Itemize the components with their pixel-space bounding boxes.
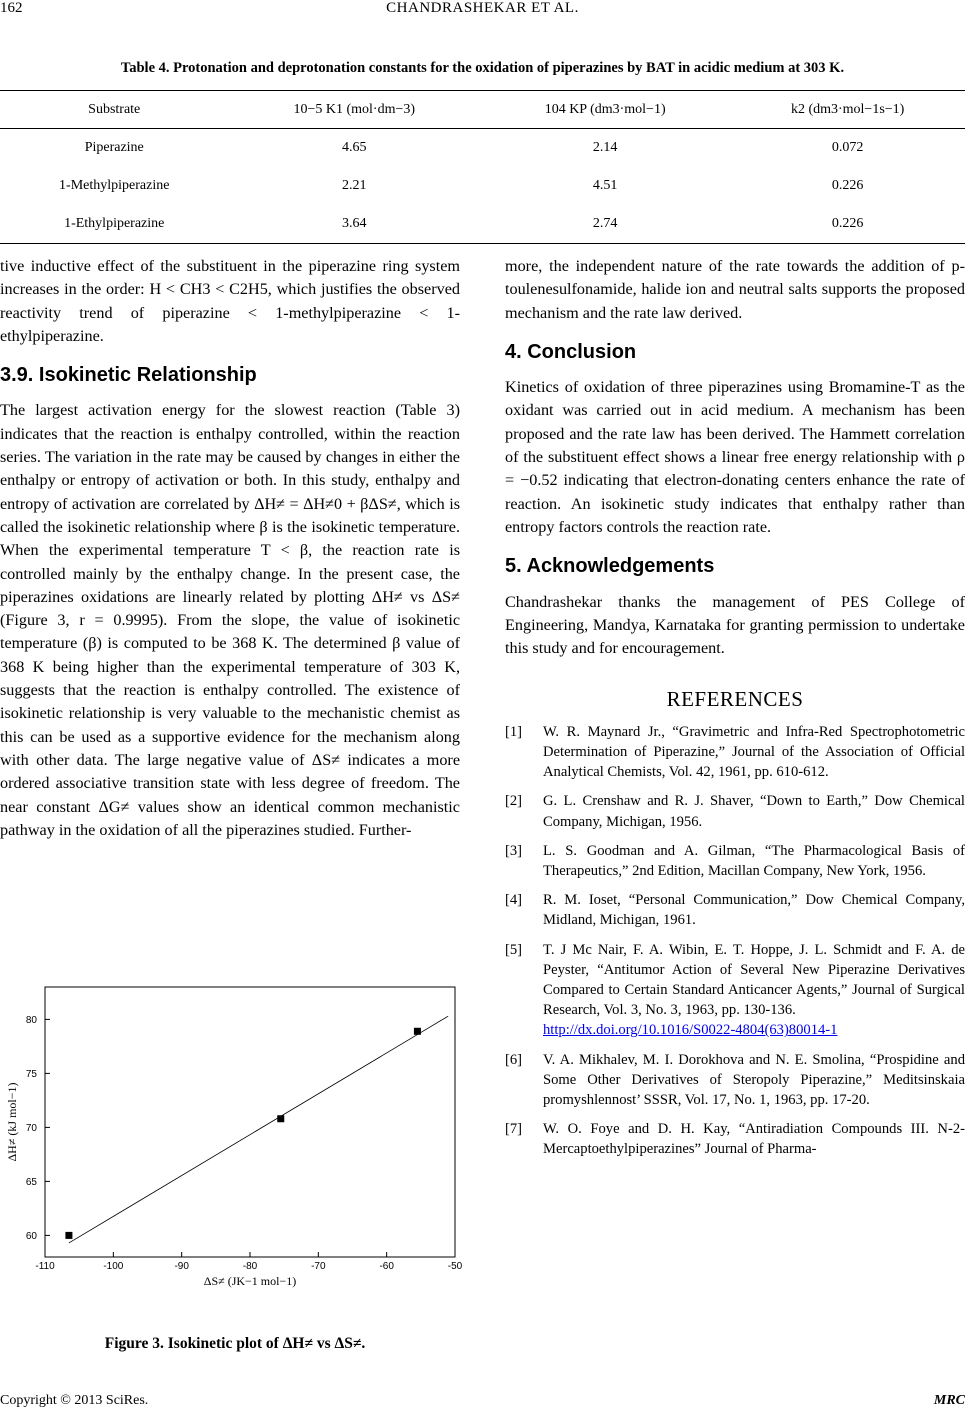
body-paragraph: Chandrashekar thanks the management of PES College of Engineering, Mandya, Karnataka for granting permission to undertake this study and for encouragement. [505,592,965,658]
y-axis-label: ΔH≠ (kJ mol−1) [5,1082,19,1162]
table-cell: 0.226 [831,178,864,193]
journal-abbrev: MRC [933,1393,965,1408]
reference-text: G. L. Crenshaw and R. J. Shaver, “Down to Earth,” Dow Chemical Company, Michigan, 1956. [543,793,965,830]
x-tick-label: -60 [379,1261,394,1272]
x-tick-label: -90 [174,1261,189,1272]
reference-number: [5] [505,941,523,958]
table-cell: 2.21 [342,178,367,193]
reference-text: W. O. Foye and D. H. Kay, “Antiradiation Compounds III. N-2-Mercaptoethylpiperazines” Journal of Pharma- [543,1121,965,1158]
figure-caption: Figure 3. Isokinetic plot of ΔH≠ vs ΔS≠. [104,1335,366,1352]
table-cell: 4.51 [592,178,618,193]
section-heading: 5. Acknowledgements [505,555,715,578]
references-heading: REFERENCES [666,687,804,712]
table-cell: 0.072 [831,140,864,155]
right-column [505,255,965,1169]
table-cell: 2.14 [592,140,618,155]
reference-item [505,890,965,930]
section-heading: 3.9. Isokinetic Relationship [0,364,257,387]
y-tick-label: 75 [25,1068,37,1080]
table-cell: 1-Methylpiperazine [59,178,170,193]
fit-line [69,1016,448,1243]
table-cell: 3.64 [342,216,367,231]
body-paragraph: Kinetics of oxidation of three piperazines using Bromamine-T as the oxidant was carried out in acid medium. A mechanism has been proposed and the rate law has been derived. The Hammett correlation of the substituent effect shows a linear free energy relationship with ρ = −0.52 indicating that electron-donating centers enhance the rate of reaction. An isokinetic study indicates that enthalpy rather than entropy factors controls the reaction rate. [505,378,965,536]
table-cell: Piperazine [84,140,144,155]
body-paragraph: tive inductive effect of the substituent in the piperazine ring system increases in the order: H < CH3 < C2H5, which justifies the observed reactivity trend of piperazine < 1-methylpiperazine < 1-ethylpiperazine. [0,257,460,345]
table-row [0,205,965,244]
table-cell: 2.74 [592,216,618,231]
x-tick-label: -100 [103,1261,124,1272]
reference-number: [3] [505,842,523,859]
table-caption: Table 4. Protonation and deprotonation constants for the oxidation of piperazines by BAT in acidic medium at 303 K. [120,60,845,76]
table-header: 10−5 K1 (mol·dm−3) [293,101,416,117]
reference-item [505,1119,965,1159]
data-point [277,1115,284,1122]
reference-number: [4] [505,892,523,909]
y-tick-label: 65 [25,1176,37,1188]
x-tick-label: -70 [311,1261,326,1272]
table-header: k2 (dm3·mol−1s−1) [790,101,905,117]
y-tick-label: 80 [25,1014,37,1026]
reference-item [505,940,965,1041]
isokinetic-plot [0,975,470,1288]
reference-item [505,791,965,831]
x-axis-label: ΔS≠ (JK−1 mol−1) [203,1274,297,1288]
plot-frame [45,987,455,1257]
table-header-row [0,91,965,129]
reference-item [505,1050,965,1111]
table-cell: 1-Ethylpiperazine [64,216,165,231]
page-number: 162 [0,0,23,16]
doi-link[interactable]: http://dx.doi.org/10.1016/S0022-4804(63)80014-1 [543,1022,838,1039]
y-tick-label: 60 [25,1230,37,1242]
reference-list [505,722,965,1160]
table-row [0,129,965,168]
data-point [414,1028,421,1035]
reference-number: [7] [505,1121,523,1138]
reference-item [505,841,965,881]
section-heading: 4. Conclusion [505,340,637,363]
reference-text: T. J Mc Nair, F. A. Wibin, E. T. Hoppe, J. L. Schmidt and F. A. de Peyster, “Antitumor Action of Several New Piperazine Derivatives Compared to Certain Standard Anticancer Agents,” Journal of Surgical Research, Vol. 3, No. 3, 1963, pp. 130-136. [543,941,965,1019]
body-paragraph: The largest activation energy for the slowest reaction (Table 3) indicates that the reaction is enthalpy controlled, within the reaction series. The variation in the rate may be caused by changes in either the enthalpy or entropy of activation or both. In this study, enthalpy and entropy of activation are correlated by ΔH≠ = ΔH≠0 + βΔS≠, which is called the isokinetic relationship where β is the isokinetic temperature. When the experimental temperature T < β, the reaction rate is controlled mainly by the enthalpy change. In the present case, the piperazines oxidations are linearly related by plotting ΔH≠ vs ΔS≠ (Figure 3, r = 0.9995). From the slope, the value of isokinetic temperature (β) is computed to be 368 K. The determined β value of 368 K being higher than the experimental temperature of 303 K, suggests that the reaction is enthalpy controlled. The existence of isokinetic relationship is very valuable to the mechanistic chemist as this can be used as a supportive evidence for the mechanism along with other data. The large negative value of ΔS≠ indicates a more ordered associative transition state with less degree of freedom. The near constant ΔG≠ values show an identical common mechanistic pathway in the oxidation of all the piperazines studied. Further- [0,401,460,839]
reference-text: W. R. Maynard Jr., “Gravimetric and Infra-Red Spectrophotometric Determination of Piperazine,” Journal of the Association of Official Analytical Chemists, Vol. 42, 1961, pp. 610-612. [543,723,965,781]
constants-table [0,90,965,244]
table-header: Substrate [88,101,141,117]
reference-item [505,722,965,783]
reference-number: [1] [505,723,523,740]
copyright-text: Copyright © 2013 SciRes. [0,1393,149,1408]
body-paragraph: more, the independent nature of the rate towards the addition of p-toulenesulfonamide, halide ion and neutral salts supports the proposed mechanism and the rate law derived. [505,257,965,322]
running-head [0,0,965,24]
reference-number: [6] [505,1051,523,1068]
table-cell: 4.65 [342,140,367,155]
reference-text: R. M. Ioset, “Personal Communication,” Dow Chemical Company, Midland, Michigan, 1961. [543,892,965,929]
table-cell: 0.226 [831,216,864,231]
table-row [0,167,965,205]
y-tick-label: 70 [25,1122,37,1134]
reference-number: [2] [505,793,523,810]
left-column [0,255,460,842]
x-tick-label: -110 [35,1261,55,1272]
x-tick-label: -80 [242,1261,258,1272]
x-tick-label: -50 [447,1261,463,1272]
reference-text: V. A. Mikhalev, M. I. Dorokhova and N. E. Smolina, “Prospidine and Some Other Derivatives of Steropoly Piperazine,” Meditsinskaia promyshlennost’ SSSR, Vol. 17, No. 1, 1963, pp. 17-20. [543,1051,965,1108]
running-head-title: CHANDRASHEKAR ET AL. [386,0,579,16]
reference-text: L. S. Goodman and A. Gilman, “The Pharmacological Basis of Therapeutics,” 2nd Edition, Macillan Company, New York, 1956. [543,842,965,879]
data-point [65,1232,72,1239]
table-header: 104 KP (dm3·mol−1) [544,101,666,117]
